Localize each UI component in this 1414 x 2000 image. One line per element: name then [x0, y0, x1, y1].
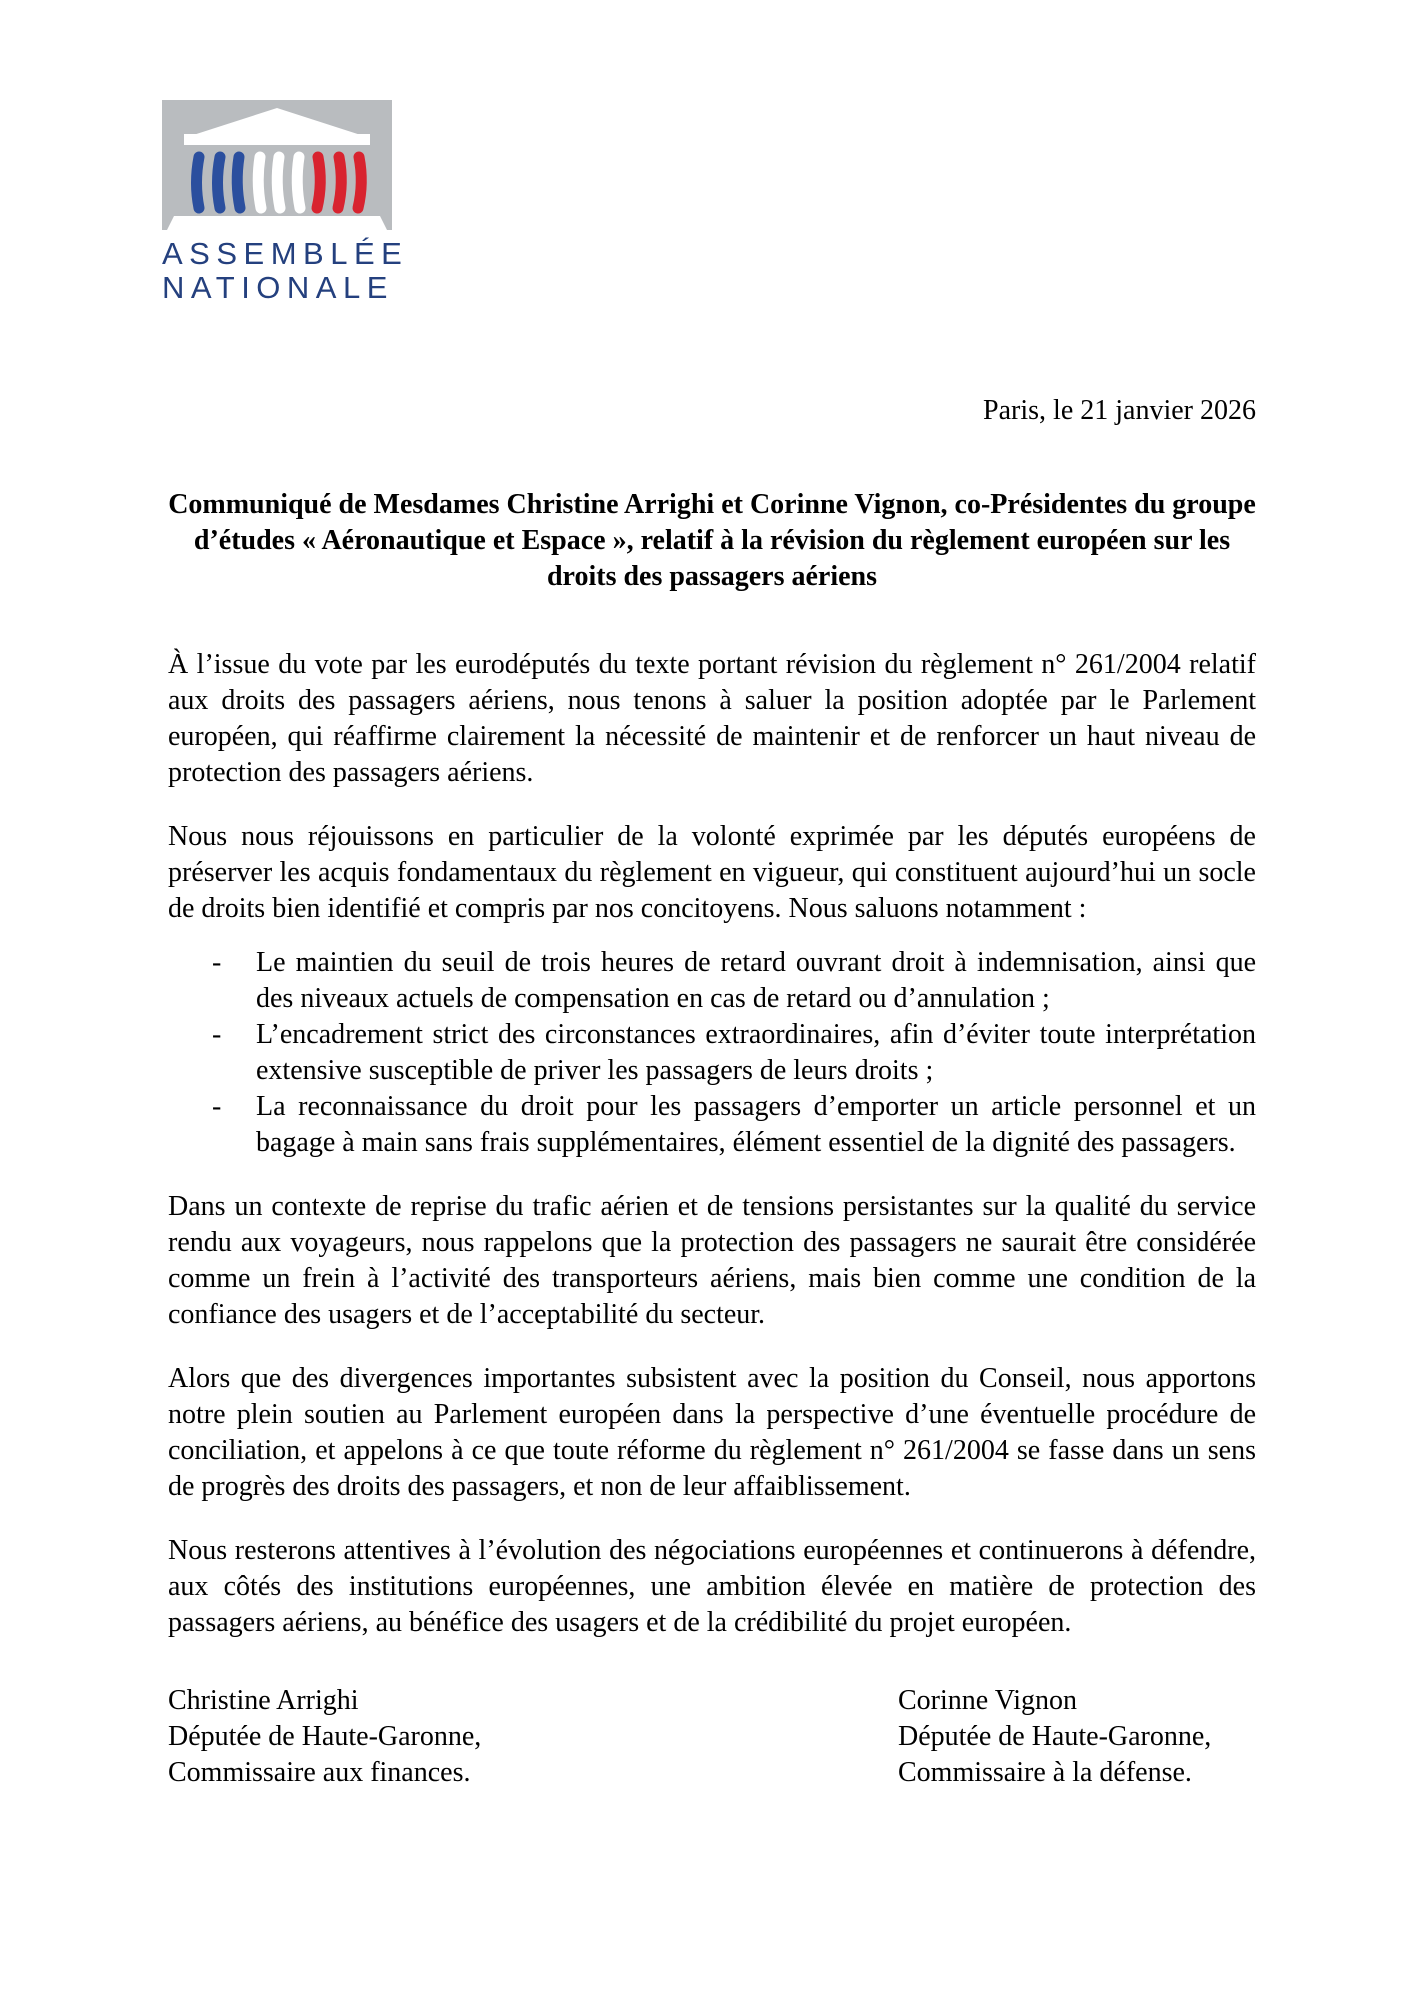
logo-wordmark-line1: ASSEMBLÉE	[162, 236, 409, 271]
bullet-marker: -	[212, 1091, 222, 1122]
bullet-marker: -	[212, 1019, 222, 1050]
signature-christine-arrighi	[168, 1683, 898, 1791]
logo-wordmark	[162, 236, 409, 305]
signatory-title: Députée de Haute-Garonne,	[898, 1721, 1212, 1752]
signatory-title: Députée de Haute-Garonne,	[168, 1721, 482, 1752]
bullet-item-1	[168, 945, 1256, 1017]
press-release-title: Communiqué de Mesdames Christine Arrighi et Corinne Vignon, co-Présidentes du groupe d’études « Aéronautique et Espace », relatif à la révision du règlement européen sur les droits des passagers aériens	[168, 489, 1256, 592]
signatory-role: Commissaire à la défense.	[898, 1757, 1192, 1788]
signature-block	[168, 1683, 1256, 1791]
bullet-item-2-text: L’encadrement strict des circonstances extraordinaires, afin d’éviter toute interprétation extensive susceptible de priver les passagers de leurs droits ;	[256, 1019, 1256, 1086]
signatory-name: Corinne Vignon	[898, 1685, 1078, 1716]
paragraph-2: Nous nous réjouissons en particulier de la volonté exprimée par les députés européens de préserver les acquis fondamentaux du règlement en vigueur, qui constituent aujourd’hui un socle de droits bien identifié et compris par nos concitoyens. Nous saluons notamment :	[168, 821, 1256, 924]
bullet-item-3	[168, 1089, 1256, 1161]
emblem-architrave	[184, 134, 370, 145]
paragraph-3: Dans un contexte de reprise du trafic aérien et de tensions persistantes sur la qualité du service rendu aux voyageurs, nous rappelons que la protection des passagers ne saurait être considérée comme un frein à l’activité des transporteurs aériens, mais bien comme une condition de la confiance des usagers et de l’acceptabilité du secteur.	[168, 1191, 1256, 1330]
paragraph-4: Alors que des divergences importantes subsistent avec la position du Conseil, nous apportons notre plein soutien au Parlement européen dans la perspective d’une éventuelle procédure de conciliation, et appelons à ce que toute réforme du règlement n° 261/2004 se fasse dans un sens de progrès des droits des passagers, et non de leur affaiblissement.	[168, 1363, 1256, 1502]
document-content	[168, 393, 1256, 1791]
assemblee-nationale-emblem-icon	[162, 100, 392, 230]
logo-wordmark-line2: NATIONALE	[162, 270, 394, 305]
letterhead	[162, 100, 409, 305]
emblem-base	[167, 216, 387, 230]
signatory-name: Christine Arrighi	[168, 1685, 359, 1716]
bullet-item-3-text: La reconnaissance du droit pour les passagers d’emporter un article personnel et un bagage à main sans frais supplémentaires, élément essentiel de la dignité des passagers.	[256, 1091, 1256, 1158]
signatory-role: Commissaire aux finances.	[168, 1757, 471, 1788]
bullet-item-1-text: Le maintien du seuil de trois heures de retard ouvrant droit à indemnisation, ainsi que des niveaux actuels de compensation en cas de retard ou d’annulation ;	[256, 947, 1256, 1014]
bullet-item-2	[168, 1017, 1256, 1089]
paragraph-1: À l’issue du vote par les eurodéputés du texte portant révision du règlement n° 261/2004 relatif aux droits des passagers aériens, nous tenons à saluer la position adoptée par le Parlement européen, qui réaffirme clairement la nécessité de maintenir et de renforcer un haut niveau de protection des passagers aériens.	[168, 649, 1256, 788]
bullet-list	[168, 945, 1256, 1161]
signature-corinne-vignon	[898, 1683, 1256, 1791]
paragraph-5: Nous resterons attentives à l’évolution des négociations européennes et continuerons à défendre, aux côtés des institutions européennes, une ambition élevée en matière de protection des passagers aériens, au bénéfice des usagers et de la crédibilité du projet européen.	[168, 1535, 1256, 1638]
date-line: Paris, le 21 janvier 2026	[983, 395, 1256, 426]
bullet-marker: -	[212, 947, 222, 978]
